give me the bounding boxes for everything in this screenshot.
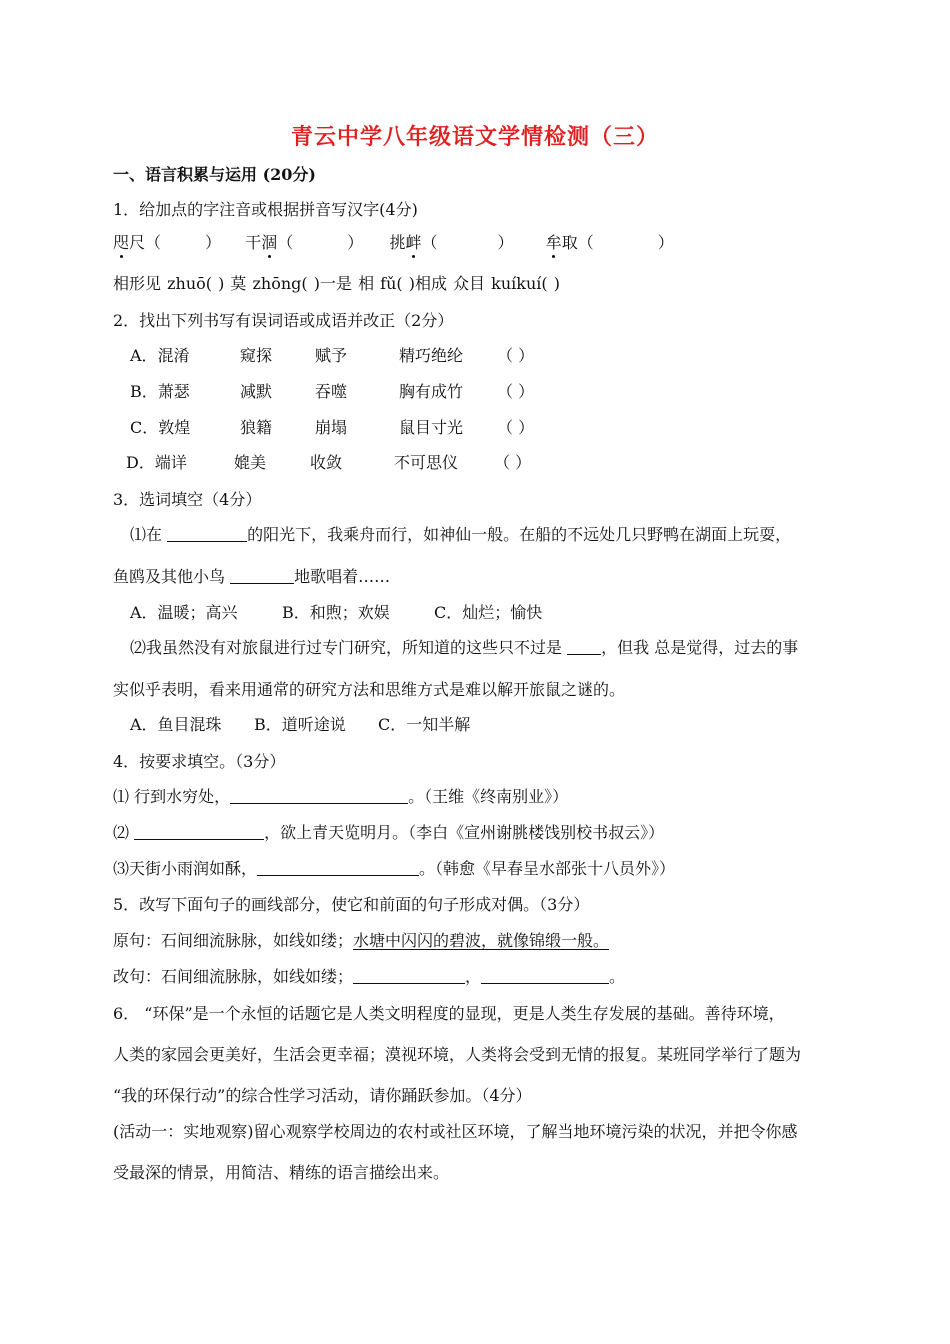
answer-blank[interactable]	[353, 967, 465, 984]
answer-blank[interactable]	[230, 787, 408, 804]
answer-blank[interactable]	[257, 859, 419, 876]
q4-line3: ⑶天街小雨润如酥， 。（韩愈《早春呈水部张十八员外》）	[113, 859, 676, 878]
underlined-part: 水塘中闪闪的碧波，就像锦缎一般。	[353, 931, 610, 950]
q2-option-b: B．萧瑟 减默 吞噬 胸有成竹 （ ）	[130, 382, 535, 401]
q2-option-d: D．端详 媲美 收敛 不可思仪 （ ）	[126, 453, 532, 472]
q2-stem: 2．找出下列书写有误词语或成语并改正（2分）	[113, 311, 454, 330]
q3-stem: 3．选词填空（4分）	[113, 490, 262, 509]
q5-stem: 5．改写下面句子的画线部分，使它和前面的句子形成对偶。（3分）	[113, 895, 590, 914]
q3-p1-line1: ⑴在 的阳光下，我乘舟而行，如神仙一般。在船的不远处几只野鸭在湖面上玩耍，	[130, 525, 792, 544]
dotted-char: 涸	[261, 233, 278, 252]
dotted-char: 牟	[545, 233, 562, 252]
q3-p1-line2: 鱼鸥及其他小鸟 地歌唱着……	[113, 567, 391, 586]
q1-row2: 相形见 zhuō( ) 莫 zhōng( )一是 相 fǔ( )相成 众目 kuíkuí( )	[113, 274, 560, 293]
answer-blank[interactable]	[481, 967, 609, 984]
q4-line1: ⑴ 行到水穷处， 。（王维《终南别业》）	[113, 787, 569, 806]
q6-line2: 人类的家园会更美好，生活会更幸福；漠视环境，人类将会受到无情的报复。某班同学举行了题为	[113, 1045, 802, 1064]
q2-option-c: C．敦煌 狼籍 崩塌 鼠目寸光 （ ）	[130, 418, 535, 437]
page-title: 青云中学八年级语文学情检测（三）	[290, 124, 659, 150]
q6-line4: (活动一：实地观察)留心观察学校周边的农村或社区环境，了解当地环境污染的状况，并把令你感	[113, 1122, 798, 1141]
q3-p2-line1: ⑵我虽然没有对旅鼠进行过专门研究，所知道的这些只不过是 ，但我 总是觉得，过去的事	[130, 638, 799, 657]
dotted-char: 衅	[405, 233, 422, 252]
q5-original: 原句：石间细流脉脉，如线如缕；水塘中闪闪的碧波，就像锦缎一般。	[113, 931, 610, 950]
q2-option-a: A．混淆 窥探 赋予 精巧绝纶 （ ）	[130, 346, 535, 365]
answer-blank[interactable]	[230, 567, 294, 584]
answer-blank[interactable]	[567, 638, 601, 655]
q4-line2: ⑵ ，欲上青天览明月。（李白《宣州谢朓楼饯别校书叔云》）	[113, 823, 665, 842]
answer-blank[interactable]	[167, 525, 247, 542]
q6-line1: 6． “环保”是一个永恒的话题它是人类文明程度的显现，更是人类生存发展的基础。善待环境，	[113, 1004, 785, 1023]
section-heading: 一、语言积累与运用 (20分)	[113, 165, 316, 184]
q6-line3: “我的环保行动”的综合性学习活动，请你踊跃参加。（4分）	[113, 1086, 532, 1105]
q3-p2-line2: 实似乎表明，看来用通常的研究方法和思维方式是难以解开旅鼠之谜的。	[113, 680, 626, 699]
dotted-char: 咫	[113, 233, 130, 252]
q1-row1: 咫尺（ ） 干涸（ ） 挑衅（ ） 牟取（ ）	[113, 233, 674, 252]
q4-stem: 4．按要求填空。（3分）	[113, 752, 286, 771]
q3-p2-options: A．鱼目混珠 B．道听途说 C．一知半解	[130, 715, 471, 734]
q5-revised: 改句：石间细流脉脉，如线如缕； ， 。	[113, 967, 626, 986]
q3-p1-options: A．温暖；高兴 B．和煦；欢娱 C．灿烂；愉快	[130, 603, 543, 622]
q1-stem: 1．给加点的字注音或根据拼音写汉字(4分)	[113, 200, 418, 219]
answer-blank[interactable]	[134, 823, 264, 840]
q6-line5: 受最深的情景，用简洁、精练的语言描绘出来。	[113, 1163, 450, 1182]
